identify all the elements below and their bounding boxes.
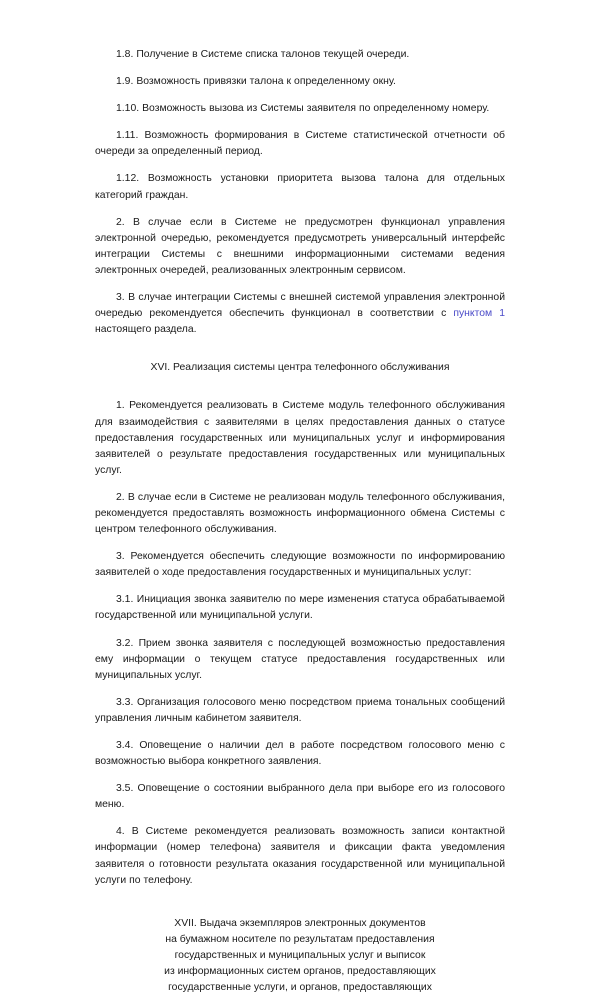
section-heading-xvii	[95, 916, 505, 996]
paragraph-1-9: 1.9. Возможность привязки талона к определенному окну.	[116, 76, 396, 88]
paragraph-1-11: 1.11. Возможность формирования в Системе статистической отчетности об очереди за определенный период.	[95, 130, 505, 158]
section-heading-xvii-line-4: из информационных систем органов, предоставляющих	[164, 966, 436, 978]
paragraph-3-text-before-link: 3. В случае интеграции Системы с внешней системой управления электронной очередью рекомендуется обеспечить функционал в соответствии с	[95, 292, 505, 320]
section-heading-xvi: XVI. Реализация системы центра телефонного обслуживания	[150, 362, 450, 374]
heading-spacer-above-xvi	[95, 349, 505, 360]
paragraph-xvi-3: 3. Рекомендуется обеспечить следующие возможности по информированию заявителей о ходе предоставления государственных и муниципальных услуг:	[95, 551, 505, 579]
paragraph-xvi-1: 1. Рекомендуется реализовать в Системе модуль телефонного обслуживания для взаимодействия с заявителями в целях предоставления данных о статусе предоставления государственных или муниципальных услуг и информирования заявителей о результате предоставления государственных или муниципальных услуг.	[95, 400, 505, 476]
section-heading-xvii-line-3: государственных и муниципальных услуг и выписок	[174, 949, 426, 961]
section-heading-xvii-line-2: на бумажном носителе по результатам предоставления	[165, 933, 435, 945]
paragraph-xvi-3-5: 3.5. Оповещение о состоянии выбранного дела при выборе его из голосового меню.	[95, 783, 505, 811]
paragraph-xvi-4: 4. В Системе рекомендуется реализовать возможность записи контактной информации (номер телефона) заявителя и фиксации факта уведомления заявителя о готовности результата оказания государственной или муниципальной услуги по телефону.	[95, 826, 505, 886]
section-heading-xvii-line-5: государственные услуги, и органов, предоставляющих	[168, 982, 432, 994]
cross-reference-link-punkt-1[interactable]: пунктом 1	[453, 308, 505, 320]
paragraph-1-8: 1.8. Получение в Системе списка талонов текущей очереди.	[116, 49, 410, 60]
paragraph-3-queue-integration	[95, 290, 505, 338]
paragraph-2-queue-integration: 2. В случае если в Системе не предусмотрен функционал управления электронной очередью, рекомендуется предусмотреть универсальный интерфейс интеграции Системы с внешними информационными системами ведения электронных очередей, реализованных электронным сервисом.	[95, 216, 505, 276]
paragraph-xvi-3-1: 3.1. Инициация звонка заявителю по мере изменения статуса обрабатываемой государственной или муниципальной услуги.	[95, 594, 505, 622]
paragraph-xvi-3-4: 3.4. Оповещение о наличии дел в работе посредством голосового меню с возможностью выбора конкретного заявления.	[95, 740, 505, 768]
heading-spacer-below-xvi	[95, 387, 505, 398]
document-body	[95, 47, 505, 996]
paragraph-1-12: 1.12. Возможность установки приоритета вызова талона для отдельных категорий граждан.	[95, 173, 505, 201]
paragraph-3-text-after-link: настоящего раздела.	[95, 324, 197, 336]
paragraph-1-10: 1.10. Возможность вызова из Системы заявителя по определенному номеру.	[116, 103, 490, 115]
paragraph-xvi-3-3: 3.3. Организация голосового меню посредством приема тональных сообщений управления личным кабинетом заявителя.	[95, 696, 505, 724]
paragraph-xvi-2: 2. В случае если в Системе не реализован модуль телефонного обслуживания, рекомендуется предоставлять возможность информационного обмена Системы с центром телефонного обслуживания.	[95, 491, 505, 536]
section-heading-xvii-line-1: XVII. Выдача экземпляров электронных документов	[174, 917, 426, 929]
paragraph-xvi-3-2: 3.2. Прием звонка заявителя с последующей возможностью предоставления ему информации о текущем статусе предоставления государственных или муниципальных услуг.	[95, 637, 505, 681]
heading-spacer-above-xvii	[95, 900, 505, 916]
